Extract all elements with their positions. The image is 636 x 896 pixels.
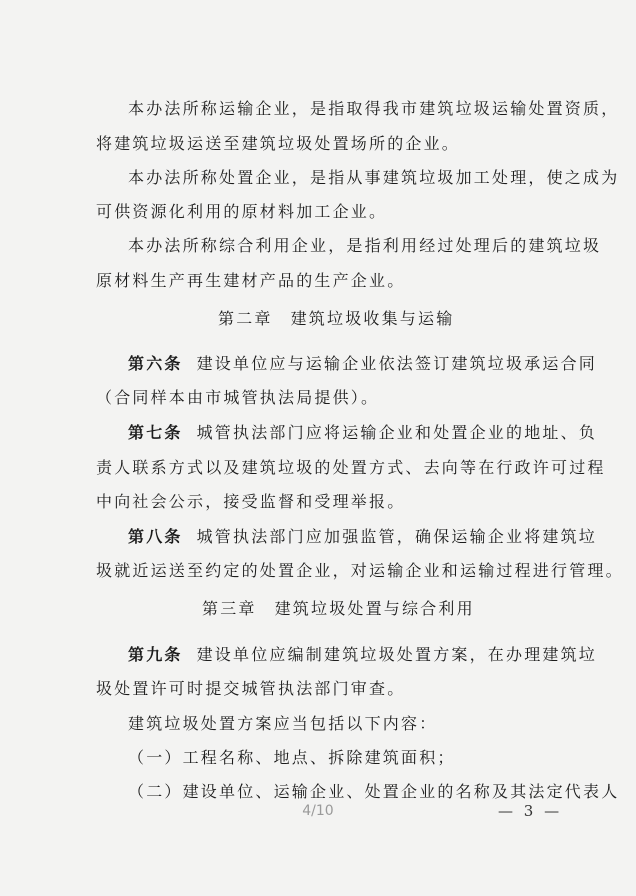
chapter-heading [218,307,454,331]
chapter-heading [202,597,475,621]
page-number: — 3 — [498,802,563,820]
article-label: 第八条 [128,527,183,546]
plan-intro: 建筑垃圾处置方案应当包括以下内容： [128,714,438,733]
article-line: 中向社会公示，接受监督和受理举报。 [96,492,406,511]
paragraph-line: 本办法所称综合利用企业，是指利用经过处理后的建筑垃圾 [128,236,602,255]
article-label: 第六条 [128,354,183,373]
article-label: 第九条 [128,645,183,664]
paragraph-line: 本办法所称运输企业，是指取得我市建筑垃圾运输处置资质， [128,99,620,118]
paragraph-line: 可供资源化利用的原材料加工企业。 [96,202,388,221]
page-indicator: 4/10 [302,803,334,819]
chapter-number: 第三章 [202,599,257,618]
list-item: （一）工程名称、地点、拆除建筑面积； [128,748,456,767]
article-text: 建设单位应编制建筑垃圾处置方案，在办理建筑垃 [196,645,598,664]
article-line [128,352,628,376]
article-line [128,643,628,667]
paragraph-line: 将建筑垃圾运送至建筑垃圾处置场所的企业。 [96,134,461,153]
chapter-title: 建筑垃圾处置与综合利用 [274,599,475,618]
list-item: （二）建设单位、运输企业、处置企业的名称及其法定代表人 [128,782,620,801]
chapter-title: 建筑垃圾收集与运输 [290,309,455,328]
article-text: 城管执法部门应将运输企业和处置企业的地址、负 [196,423,598,442]
article-line [128,421,628,445]
article-text: 城管执法部门应加强监管，确保运输企业将建筑垃 [196,527,598,546]
article-line [128,525,628,549]
article-line: 圾处置许可时提交城管执法部门审查。 [96,679,406,698]
paragraph-line: 原材料生产再生建材产品的生产企业。 [96,271,406,290]
article-line: 圾就近运送至约定的处置企业，对运输企业和运输过程进行管理。 [96,561,624,580]
paragraph-line: 本办法所称处置企业，是指从事建筑垃圾加工处理，使之成为 [128,168,620,187]
chapter-number: 第二章 [218,309,273,328]
article-text: 建设单位应与运输企业依法签订建筑垃圾承运合同 [196,354,598,373]
article-line: （合同样本由市城管执法局提供）。 [96,388,380,407]
article-label: 第七条 [128,423,183,442]
article-line: 责人联系方式以及建筑垃圾的处置方式、去向等在行政许可过程 [96,458,606,477]
